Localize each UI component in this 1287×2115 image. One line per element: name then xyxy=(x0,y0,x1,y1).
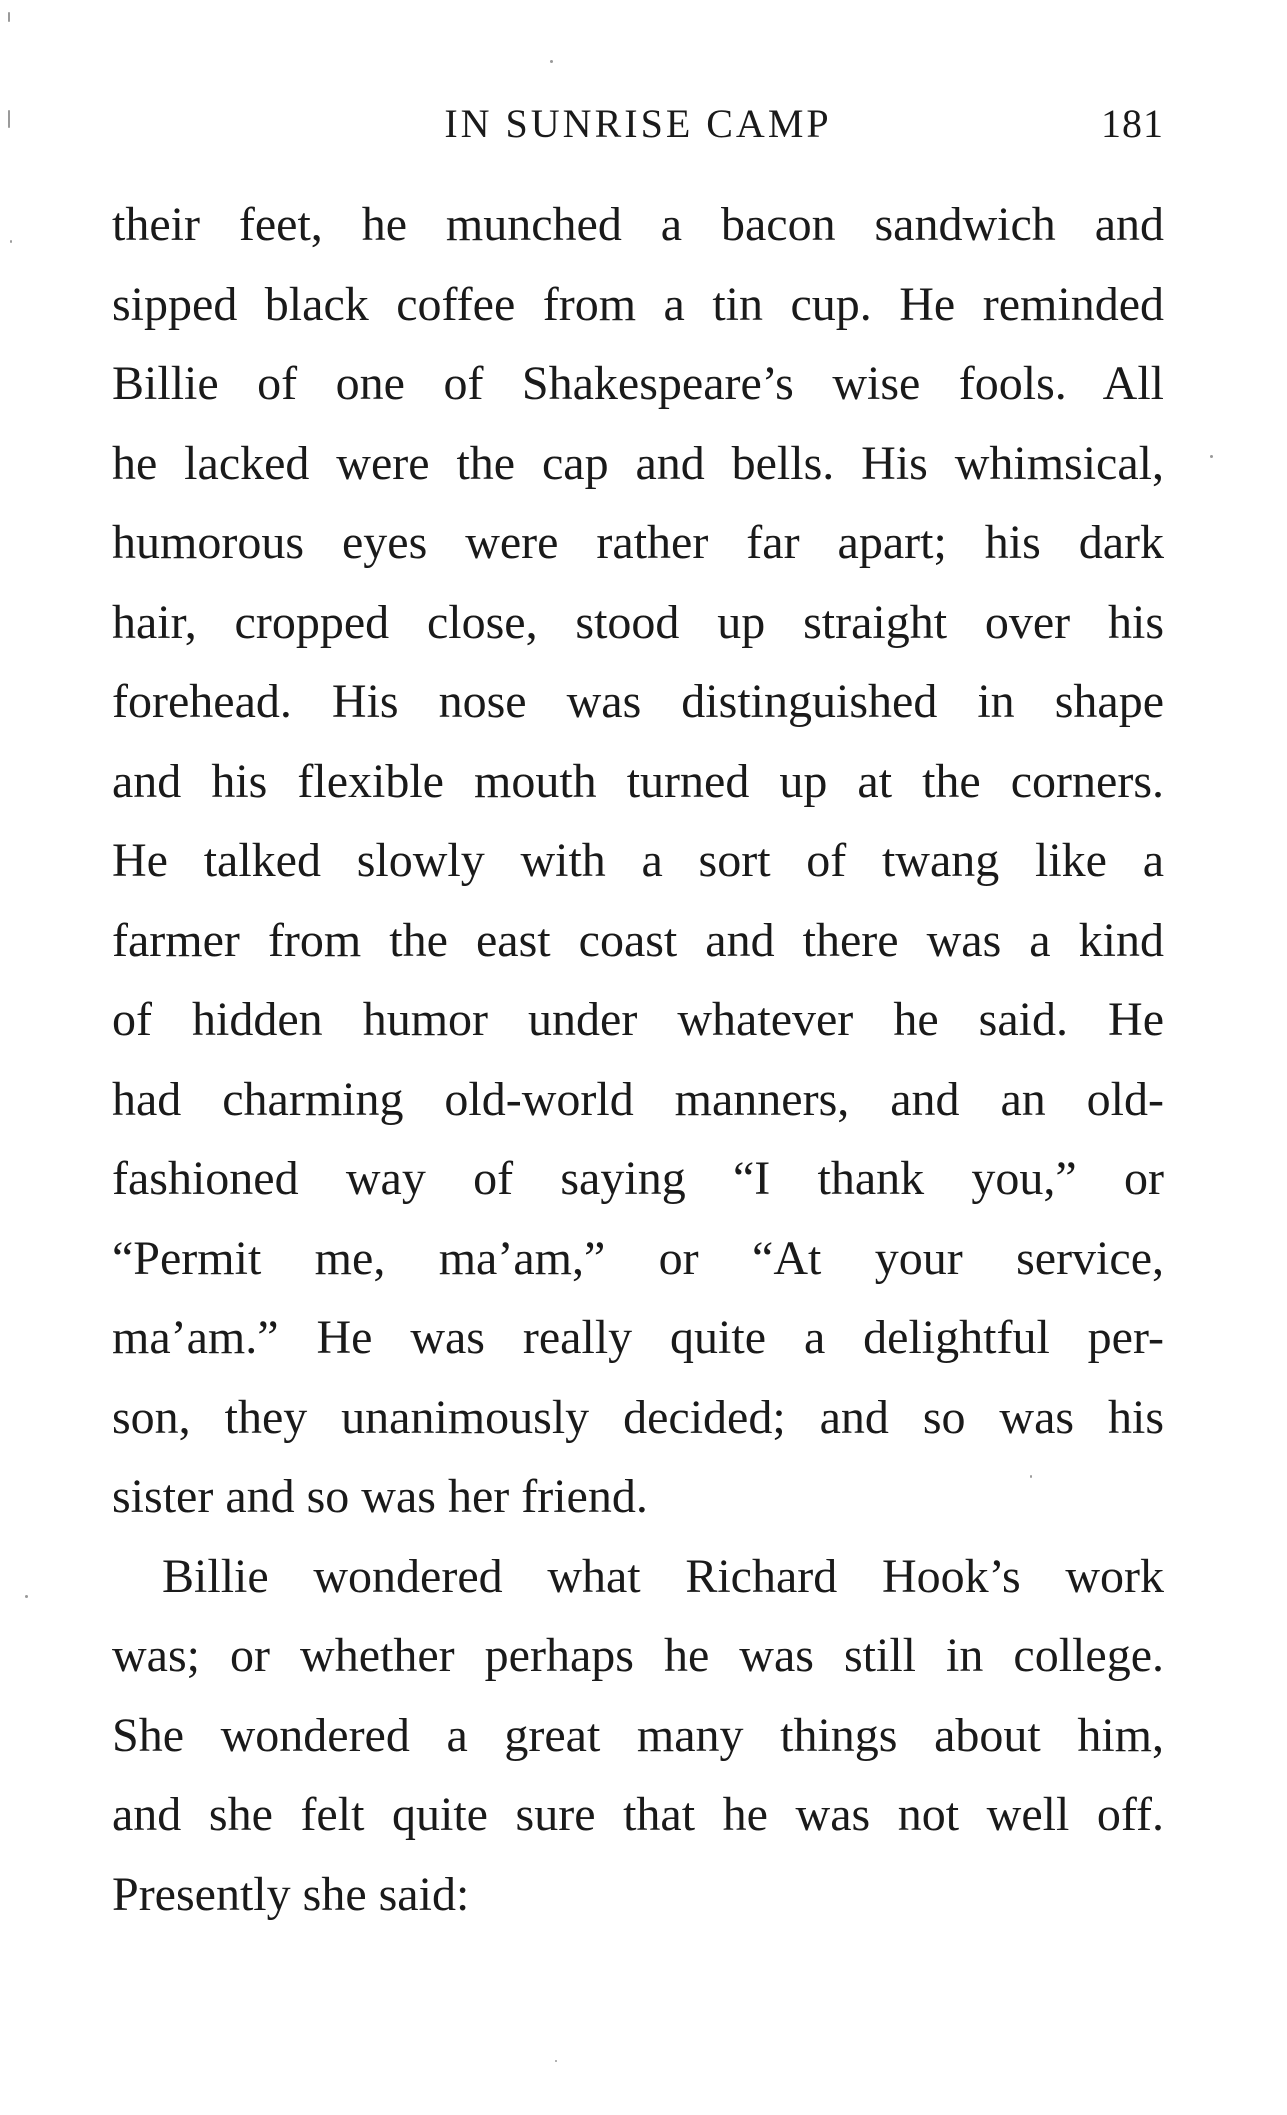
text-line: sister and so was her friend. xyxy=(112,1470,648,1523)
scan-speck xyxy=(1210,455,1213,458)
text-line: of hidden humor under whatever he said. He xyxy=(112,993,1164,1046)
text-line: son, they unanimously decided; and so was his xyxy=(112,1390,1164,1444)
text-line: She wondered a great many things about him, xyxy=(112,1708,1164,1762)
text-line: and his flexible mouth turned up at the corners. xyxy=(112,754,1164,808)
page-number: 181 xyxy=(1101,101,1164,146)
text-line: fashioned way of saying “I thank you,” or xyxy=(112,1152,1164,1205)
text-line: had charming old-world manners, and an old- xyxy=(112,1072,1164,1126)
scan-speck xyxy=(8,110,10,128)
scan-speck xyxy=(8,12,10,22)
text-line: and she felt quite sure that he was not well off. xyxy=(112,1788,1164,1841)
scan-speck xyxy=(1030,1475,1032,1478)
text-line: Presently she said: xyxy=(112,1867,470,1921)
text-line: Billie wondered what Richard Hook’s work xyxy=(162,1549,1164,1603)
scan-speck xyxy=(10,240,12,243)
text-line: hair, cropped close, stood up straight over his xyxy=(112,595,1164,649)
scan-speck xyxy=(25,1595,28,1598)
paragraph-1 xyxy=(112,185,1164,1537)
text-line: Billie of one of Shakespeare’s wise fools. All xyxy=(112,357,1164,410)
text-line: was; or whether perhaps he was still in college. xyxy=(112,1629,1164,1682)
paragraph-2 xyxy=(112,1537,1164,1935)
body-text xyxy=(112,185,1164,1934)
running-title: IN SUNRISE CAMP xyxy=(444,101,832,146)
scan-speck xyxy=(550,60,553,63)
scan-speck xyxy=(555,2060,557,2062)
text-line: their feet, he munched a bacon sandwich and xyxy=(112,198,1164,251)
text-line: farmer from the east coast and there was a kind xyxy=(112,913,1164,967)
text-line: he lacked were the cap and bells. His whimsical, xyxy=(112,436,1164,490)
text-line: He talked slowly with a sort of twang like a xyxy=(112,834,1164,887)
text-line: humorous eyes were rather far apart; his dark xyxy=(112,516,1164,569)
text-line: forehead. His nose was distinguished in shape xyxy=(112,675,1164,728)
text-line: sipped black coffee from a tin cup. He reminded xyxy=(112,277,1164,331)
text-line: “Permit me, ma’am,” or “At your service, xyxy=(112,1231,1164,1285)
running-head xyxy=(112,100,1164,156)
text-line: ma’am.” He was really quite a delightful per- xyxy=(112,1311,1164,1364)
